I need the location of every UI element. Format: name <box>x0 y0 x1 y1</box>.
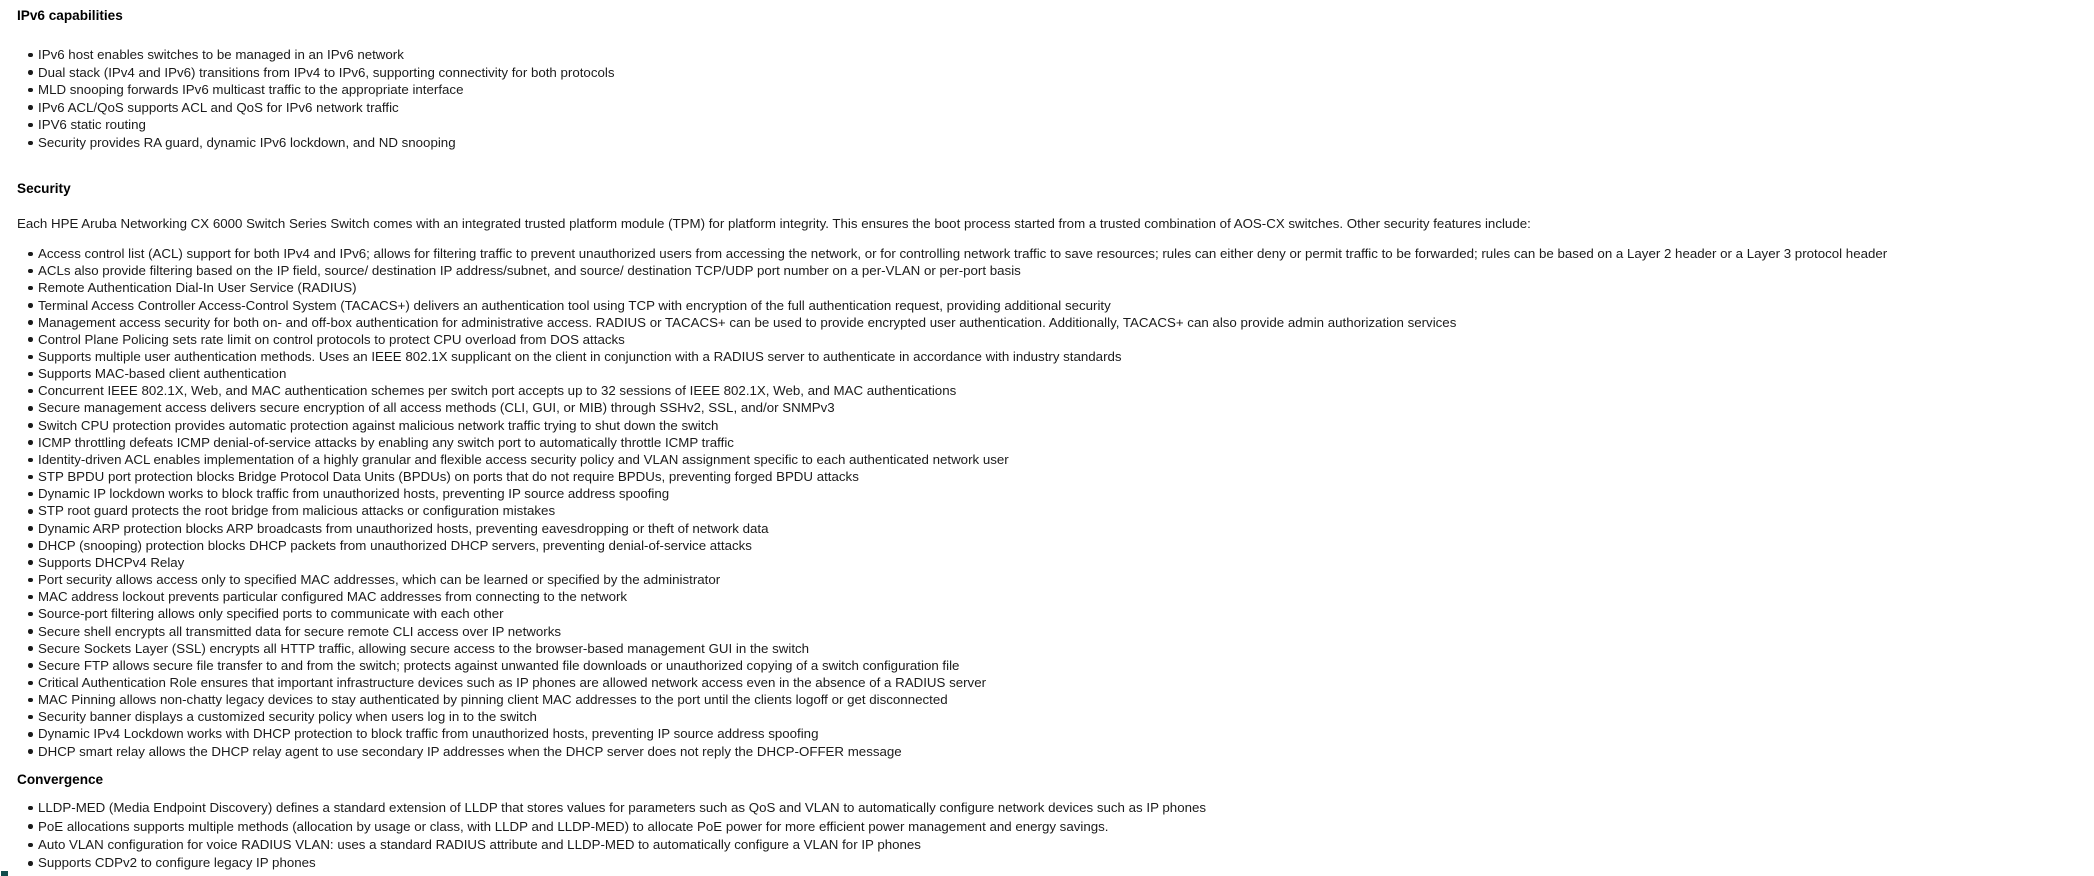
bullet-icon <box>28 53 33 58</box>
feature-list-item <box>38 854 2094 872</box>
bullet-icon <box>28 715 33 720</box>
document-body <box>0 7 2094 873</box>
feature-list-item <box>38 116 2094 134</box>
feature-list-item <box>38 691 2094 708</box>
feature-list-item-text: Concurrent IEEE 802.1X, Web, and MAC authentication schemes per switch port accepts up to 32 sessions of IEEE 802.1X, Web, and MAC authentications <box>38 383 957 399</box>
feature-list-item-text: Supports DHCPv4 Relay <box>38 554 185 570</box>
section-heading: Convergence <box>17 771 104 787</box>
bullet-icon <box>28 646 33 651</box>
feature-list-item-text: MAC address lockout prevents particular configured MAC addresses from connecting to the network <box>38 589 628 605</box>
bullet-icon <box>28 372 33 377</box>
feature-list-item-text: Security banner displays a customized security policy when users log in to the switch <box>38 709 537 725</box>
section-heading: Security <box>17 180 71 196</box>
bullet-icon <box>28 105 33 110</box>
bullet-icon <box>28 612 33 617</box>
bullet-icon <box>28 560 33 565</box>
feature-list-item <box>38 399 2094 416</box>
feature-list-item-text: Identity-driven ACL enables implementation of a highly granular and flexible access security policy and VLAN assignment specific to each authenticated network user <box>38 451 1009 467</box>
bullet-icon <box>28 843 33 848</box>
bullet-icon <box>28 252 33 257</box>
feature-list <box>17 46 2094 152</box>
feature-list-item-text: DHCP smart relay allows the DHCP relay agent to use secondary IP addresses when the DHCP server does not reply the DHCP-OFFER message <box>38 743 902 759</box>
feature-list-item-text: Dynamic IP lockdown works to block traffic from unauthorized hosts, preventing IP source address spoofing <box>38 486 670 502</box>
bullet-icon <box>28 663 33 668</box>
bullet-icon <box>28 123 33 128</box>
feature-list-item <box>38 468 2094 485</box>
feature-list-item <box>38 81 2094 99</box>
bullet-icon <box>28 355 33 360</box>
feature-list-item <box>38 46 2094 64</box>
feature-list-item <box>38 725 2094 742</box>
feature-list-item <box>38 588 2094 605</box>
bullet-icon <box>28 526 33 531</box>
feature-list-item <box>38 262 2094 279</box>
feature-list-item <box>38 434 2094 451</box>
feature-list-item <box>38 365 2094 382</box>
feature-list-item-text: Secure Sockets Layer (SSL) encrypts all HTTP traffic, allowing secure access to the browser-based management GUI in the switch <box>38 640 810 656</box>
feature-list-item <box>38 818 2094 836</box>
feature-list-item-text: Secure management access delivers secure encryption of all access methods (CLI, GUI, or MIB) through SSHv2, SSL, and/or SNMPv3 <box>38 400 835 416</box>
bullet-icon <box>28 861 33 866</box>
bullet-icon <box>28 458 33 463</box>
feature-list-item-text: STP root guard protects the root bridge from malicious attacks or configuration mistakes <box>38 503 556 519</box>
feature-list-item-text: Security provides RA guard, dynamic IPv6 lockdown, and ND snooping <box>38 134 456 150</box>
feature-list-item <box>38 708 2094 725</box>
feature-list-item-text: Secure FTP allows secure file transfer to and from the switch; protects against unwanted file downloads or unauthorized copying of a switch configuration file <box>38 657 960 673</box>
clipped-glyph-artifact <box>1 871 8 876</box>
feature-list-item <box>38 245 2094 262</box>
feature-list-item-text: Supports MAC-based client authentication <box>38 366 287 382</box>
feature-list-item <box>38 382 2094 399</box>
document-section <box>17 7 2094 152</box>
feature-list-item-text: Supports CDPv2 to configure legacy IP phones <box>38 855 316 871</box>
bullet-icon <box>28 475 33 480</box>
feature-list-item <box>38 640 2094 657</box>
feature-list-item <box>38 134 2094 152</box>
bullet-icon <box>28 806 33 811</box>
bullet-icon <box>28 543 33 548</box>
bullet-icon <box>28 286 33 291</box>
bullet-icon <box>28 824 33 829</box>
feature-list-item-text: IPv6 ACL/QoS supports ACL and QoS for IPv6 network traffic <box>38 99 399 115</box>
section-heading: IPv6 capabilities <box>17 8 123 23</box>
feature-list-item <box>38 451 2094 468</box>
bullet-icon <box>28 509 33 514</box>
bullet-icon <box>28 303 33 308</box>
bullet-icon <box>28 440 33 445</box>
bullet-icon <box>28 337 33 342</box>
feature-list-item-text: PoE allocations supports multiple methods (allocation by usage or class, with LLDP and LLDP-MED) to allocate PoE power for more efficient power management and energy savings. <box>38 818 1109 834</box>
feature-list-item <box>38 485 2094 502</box>
feature-list-item <box>38 99 2094 117</box>
feature-list-item-text: LLDP-MED (Media Endpoint Discovery) defines a standard extension of LLDP that stores values for parameters such as QoS and VLAN to automatically configure network devices such as IP phones <box>38 800 1207 816</box>
section-intro: Each HPE Aruba Networking CX 6000 Switch Series Switch comes with an integrated trusted platform module (TPM) for platform integrity. This ensures the boot process started from a trusted combination of AOS-CX switches. Other security features include: <box>17 215 1531 231</box>
feature-list-item <box>38 836 2094 854</box>
bullet-icon <box>28 70 33 75</box>
document-section <box>17 771 2094 873</box>
feature-list-item <box>38 674 2094 691</box>
bullet-icon <box>28 629 33 634</box>
bullet-icon <box>28 595 33 600</box>
feature-list-item-text: Management access security for both on- and off-box authentication for administrative access. RADIUS or TACACS+ can be used to provide encrypted user authentication. Additionally, TACACS+ can also provide admin authorization services <box>38 314 1457 330</box>
bullet-icon <box>28 406 33 411</box>
feature-list-item-text: ICMP throttling defeats ICMP denial-of-service attacks by enabling any switch port to automatically throttle ICMP traffic <box>38 434 734 450</box>
bullet-icon <box>28 389 33 394</box>
feature-list-item-text: Switch CPU protection provides automatic protection against malicious network traffic trying to shut down the switch <box>38 417 719 433</box>
feature-list-item-text: Control Plane Policing sets rate limit on control protocols to protect CPU overload from DOS attacks <box>38 331 625 347</box>
feature-list-item-text: Port security allows access only to specified MAC addresses, which can be learned or specified by the administrator <box>38 572 721 588</box>
feature-list-item <box>38 520 2094 537</box>
feature-list-item-text: Remote Authentication Dial-In User Service (RADIUS) <box>38 280 357 296</box>
feature-list-item-text: Auto VLAN configuration for voice RADIUS VLAN: uses a standard RADIUS attribute and LLDP-MED to automatically configure a VLAN for IP phones <box>38 837 921 853</box>
feature-list-item <box>38 348 2094 365</box>
feature-list <box>17 799 2094 873</box>
feature-list-item <box>38 799 2094 817</box>
feature-list <box>17 245 2094 760</box>
bullet-icon <box>28 492 33 497</box>
feature-list-item <box>38 502 2094 519</box>
feature-list-item-text: Dual stack (IPv4 and IPv6) transitions from IPv4 to IPv6, supporting connectivity for both protocols <box>38 64 615 80</box>
feature-list-item-text: STP BPDU port protection blocks Bridge Protocol Data Units (BPDUs) on ports that do not require BPDUs, preventing forged BPDU attacks <box>38 469 859 485</box>
feature-list-item <box>38 657 2094 674</box>
feature-list-item-text: Source-port filtering allows only specified ports to communicate with each other <box>38 606 504 622</box>
feature-list-item <box>38 554 2094 571</box>
bullet-icon <box>28 269 33 274</box>
feature-list-item <box>38 605 2094 622</box>
feature-list-item <box>38 297 2094 314</box>
feature-list-item-text: ACLs also provide filtering based on the IP field, source/ destination IP address/subnet, and source/ destination TCP/UDP port number on a per-VLAN or per-port basis <box>38 263 1021 279</box>
feature-list-item <box>38 279 2094 296</box>
feature-list-item <box>38 314 2094 331</box>
feature-list-item <box>38 623 2094 640</box>
bullet-icon <box>28 320 33 325</box>
bullet-icon <box>28 141 33 146</box>
feature-list-item <box>38 743 2094 760</box>
bullet-icon <box>28 578 33 583</box>
feature-list-item-text: IPv6 host enables switches to be managed in an IPv6 network <box>38 47 404 62</box>
feature-list-item-text: Terminal Access Controller Access-Control System (TACACS+) delivers an authentication tool using TCP with encryption of the full authentication request, providing additional security <box>38 297 1111 313</box>
feature-list-item-text: Critical Authentication Role ensures that important infrastructure devices such as IP phones are allowed network access even in the absence of a RADIUS server <box>38 674 987 690</box>
feature-list-item <box>38 417 2094 434</box>
feature-list-item <box>38 331 2094 348</box>
bullet-icon <box>28 698 33 703</box>
bullet-icon <box>28 423 33 428</box>
document-section <box>17 180 2094 760</box>
feature-list-item-text: MLD snooping forwards IPv6 multicast traffic to the appropriate interface <box>38 82 464 98</box>
feature-list-item-text: Dynamic ARP protection blocks ARP broadcasts from unauthorized hosts, preventing eavesdropping or theft of network data <box>38 520 769 536</box>
feature-list-item-text: Secure shell encrypts all transmitted data for secure remote CLI access over IP networks <box>38 623 561 639</box>
bullet-icon <box>28 88 33 93</box>
bullet-icon <box>28 732 33 737</box>
feature-list-item-text: DHCP (snooping) protection blocks DHCP packets from unauthorized DHCP servers, preventing denial-of-service attacks <box>38 537 752 553</box>
feature-list-item-text: Access control list (ACL) support for both IPv4 and IPv6; allows for filtering traffic to prevent unauthorized users from accessing the network, or for controlling network traffic to save resources; rules can either deny or permit traffic to be forwarded; rules can be based on a Layer 2 header or a Layer 3 protocol header <box>38 246 1888 262</box>
datasheet-page <box>0 7 2094 876</box>
feature-list-item <box>38 571 2094 588</box>
feature-list-item-text: IPV6 static routing <box>38 117 146 133</box>
bullet-icon <box>28 749 33 754</box>
feature-list-item-text: Supports multiple user authentication methods. Uses an IEEE 802.1X supplicant on the client in conjunction with a RADIUS server to authenticate in accordance with industry standards <box>38 349 1122 364</box>
bullet-icon <box>28 681 33 686</box>
feature-list-item <box>38 64 2094 82</box>
feature-list-item-text: MAC Pinning allows non-chatty legacy devices to stay authenticated by pinning client MAC addresses to the port until the clients logoff or get disconnected <box>38 692 948 708</box>
feature-list-item <box>38 537 2094 554</box>
feature-list-item-text: Dynamic IPv4 Lockdown works with DHCP protection to block traffic from unauthorized hosts, preventing IP source address spoofing <box>38 726 819 742</box>
